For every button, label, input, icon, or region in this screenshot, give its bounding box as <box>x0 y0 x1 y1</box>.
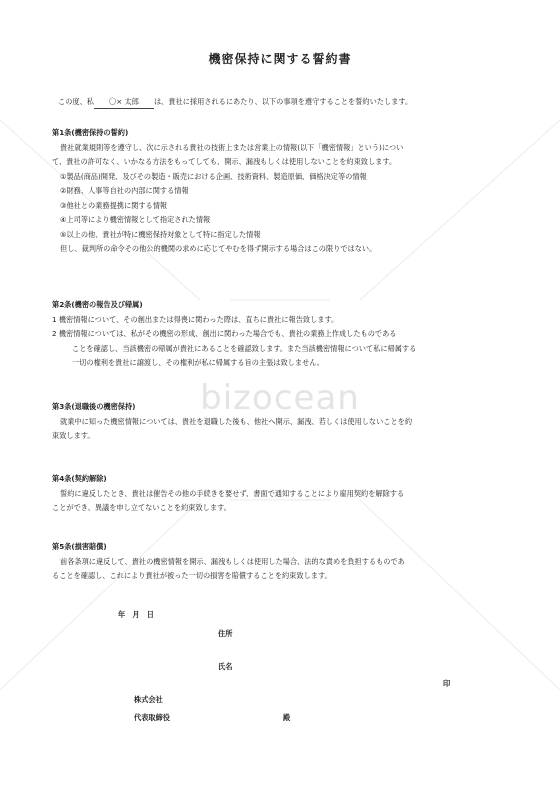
representative-label: 代表取締役 <box>134 713 170 722</box>
document-title: 機密保持に関する誓約書 <box>208 52 352 66</box>
intro-paragraph <box>58 96 518 109</box>
article-1-line: て、貴社の許可なく、いかなる方法をもってしても、開示、漏洩もしくは使用しないことを約束致します。 <box>52 157 397 166</box>
article-4 <box>52 472 522 516</box>
article-2-line: 一切の権利を貴社に譲渡し、その権利が私に帰属する旨の主張は致しません。 <box>72 358 324 367</box>
article-1-line: 貴社就業規則等を遵守し、次に示される貴社の技術上または営業上の情報(以下「機密情報」という)につい <box>60 142 404 152</box>
article-1-item: ④上司等により機密情報として指定された情報 <box>60 215 211 224</box>
intro-before: この度、私 <box>58 97 94 106</box>
address-label: 住所 <box>218 629 233 638</box>
article-5-line: 前各条項に違反して、貴社の機密情報を開示、漏洩もしくは使用した場合、法的な責めを負担するものであ <box>60 556 405 566</box>
article-2-heading: 第2条(機密の報告及び帰属) <box>52 300 143 309</box>
article-1-item: ⑤以上の他、貴社が特に機密保持対象として特に指定した情報 <box>60 229 261 239</box>
article-5-line: ることを確認し、これにより貴社が被った一切の損害を賠償することを約束致します。 <box>52 571 332 580</box>
signature-date: 年 月 日 <box>118 610 154 619</box>
article-4-line: 誓約に違反したとき、貴社は催告その他の手続きを要せず、書面で通知することにより雇用契約を解除する <box>60 488 405 498</box>
name-label: 氏名 <box>218 662 233 671</box>
article-3 <box>52 400 522 444</box>
article-1-proviso: 但し、裁判所の命令その他公的機関の求めに応じてやむを得ず開示する場合はこの限りではない。 <box>60 244 377 253</box>
article-3-heading: 第3条(退職後の機密保持) <box>52 402 136 411</box>
article-2-line: 1 機密情報について、その創出または得喪に関わった際は、直ちに貴社に報告致します。 <box>52 314 339 324</box>
article-3-line: 就業中に知った機密情報については、貴社を退職した後も、他社へ開示、漏洩、若しくは使用しないことを約 <box>60 416 413 426</box>
article-5-heading: 第5条(損害賠償) <box>52 542 107 551</box>
article-1 <box>52 126 522 257</box>
article-2-line: ことを確認し、当該機密の帰属が貴社にあることを確認致します。また当該機密情報について私に帰属する <box>72 343 417 353</box>
pledger-name: 〇× 太郎 <box>94 96 154 109</box>
article-5 <box>52 540 522 584</box>
article-2 <box>52 298 522 371</box>
honorific-label: 殿 <box>283 713 291 722</box>
article-3-line: 束致します。 <box>52 431 95 440</box>
article-1-heading: 第1条(機密保持の誓約) <box>52 128 129 137</box>
article-1-item: ②財務、人事等自社の内部に関する情報 <box>60 186 189 195</box>
article-4-line: ことができ、異議を申し立てないことを約束致します。 <box>52 503 231 512</box>
article-1-item: ①製品(商品)開発、及びその製造・販売における企画、技術資料、製造原価、価格決定等の情報 <box>60 171 367 181</box>
watermark-text: bizocean <box>200 378 360 418</box>
article-1-item: ③他社との業務提携に関する情報 <box>60 200 168 210</box>
seal-mark: 印 <box>443 679 451 688</box>
company-label: 株式会社 <box>134 695 163 704</box>
article-4-heading: 第4条(契約解除) <box>52 474 107 483</box>
intro-after: は、貴社に採用されるにあたり、以下の事項を遵守することを誓約いたします。 <box>153 97 413 106</box>
article-2-line: 2 機密情報については、私がその機密の形成、創出に関わった場合でも、貴社の業務上作成したものである <box>52 329 397 338</box>
